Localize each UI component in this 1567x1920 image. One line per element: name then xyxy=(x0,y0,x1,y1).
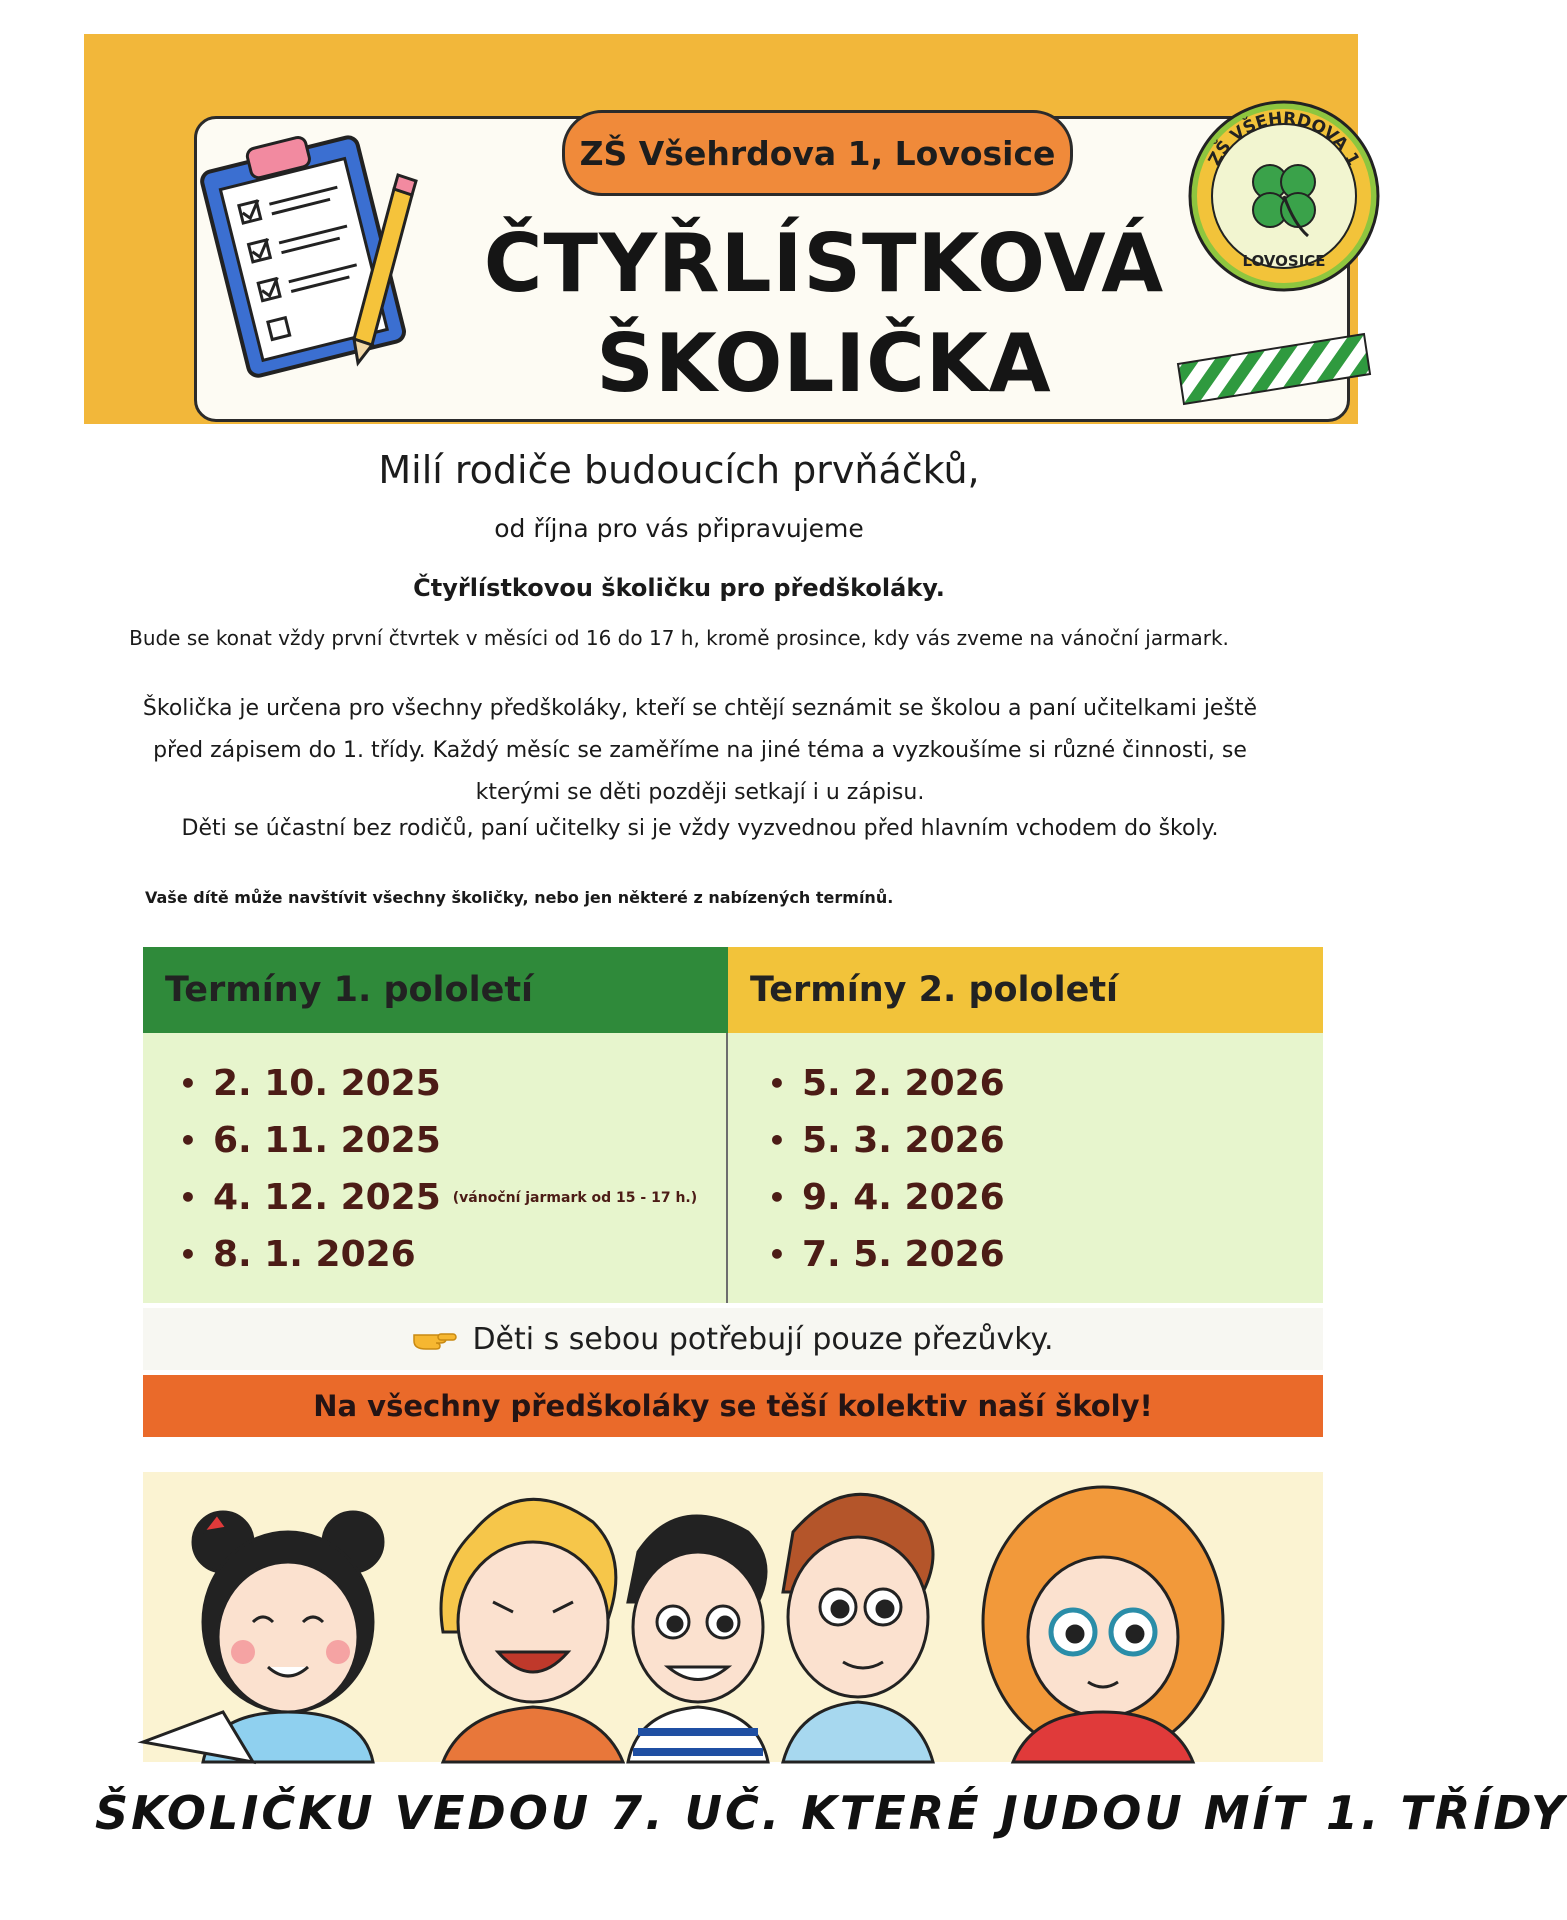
intro-line-3: Čtyřlístkovou školičku pro předškoláky. xyxy=(413,574,945,602)
list-item: • 8. 1. 2026 xyxy=(179,1234,416,1275)
schedule-info: Bude se konat vždy první čtvrtek v měsíci od 16 do 17 h, kromě prosince, kdy vás zveme na vánoční jarmark. xyxy=(129,626,1229,650)
terms-2-list xyxy=(728,1033,1323,1303)
terms-1-heading: Termíny 1. pololetí xyxy=(143,947,728,1033)
description-paragraph: Školička je určena pro všechny předškoláky, kteří se chtějí seznámit se školou a paní učitelkami ještě před zápisem do 1. třídy. Každý měsíc se zaměříme na jiné téma a vyzkoušíme si různé činnosti, se kterými se děti později setkají i u zápisu. xyxy=(142,696,1258,805)
shoes-note xyxy=(143,1308,1323,1370)
children-drawing xyxy=(143,1472,1323,1762)
christmas-market-note: (vánoční jarmark od 15 - 17 h.) xyxy=(452,1189,698,1206)
school-name-pill: ZŠ Všehrdova 1, Lovosice xyxy=(562,110,1073,196)
title-line-2: ŠKOLIČKA xyxy=(596,317,1052,410)
list-item: • 4. 12. 2025 (vánoční jarmark od 15 - 17 h.) xyxy=(179,1177,698,1218)
title-line-1: ČTYŘLÍSTKOVÁ xyxy=(483,217,1165,310)
closing-banner: Na všechny předškoláky se těší kolektiv naší školy! xyxy=(143,1375,1323,1437)
list-item: • 5. 2. 2026 xyxy=(768,1063,1005,1104)
terms-table xyxy=(143,947,1323,1307)
boy-striped-shirt xyxy=(628,1516,768,1762)
boy-brown-hair xyxy=(783,1494,933,1762)
greeting: Milí rodiče budoucích prvňáčků, xyxy=(378,448,980,492)
list-item: • 6. 11. 2025 xyxy=(179,1120,441,1161)
pointing-hand-icon xyxy=(412,1325,458,1353)
blonde-child xyxy=(441,1499,623,1762)
girl-with-book xyxy=(143,1512,383,1762)
terms-1-list xyxy=(143,1033,728,1303)
pickup-info: Děti se účastní bez rodičů, paní učitelky si je vždy vyzvednou před hlavním vchodem do školy. xyxy=(181,816,1219,841)
attendance-note: Vaše dítě může navštívit všechny školičky, nebo jen některé z nabízených termínů. xyxy=(145,888,894,907)
girl-with-glasses xyxy=(983,1487,1223,1762)
children-illustration xyxy=(143,1472,1323,1762)
terms-2-heading: Termíny 2. pololetí xyxy=(728,947,1323,1033)
handwritten-note: ŠKOLIČKU VEDOU 7. UČ. KTERÉ JUDOU MÍT 1. TŘÍDY xyxy=(95,1786,1567,1840)
list-item: • 2. 10. 2025 xyxy=(179,1063,441,1104)
shoes-note-text: Děti s sebou potřebují pouze přezůvky. xyxy=(472,1321,1054,1357)
intro-line-2: od října pro vás připravujeme xyxy=(494,514,864,543)
list-item: • 9. 4. 2026 xyxy=(768,1177,1005,1218)
header-banner xyxy=(84,34,1364,424)
list-item: • 7. 5. 2026 xyxy=(768,1234,1005,1275)
decorative-tape xyxy=(1174,334,1374,404)
list-item: • 5. 3. 2026 xyxy=(768,1120,1005,1161)
school-seal xyxy=(1184,96,1384,296)
seal-text-top: ZŠ VŠEHRDOVA 1 xyxy=(1204,108,1364,170)
seal-text-bottom: LOVOSICE xyxy=(1242,252,1326,270)
clipboard-checklist-icon xyxy=(204,129,444,379)
page-title xyxy=(444,214,1204,414)
